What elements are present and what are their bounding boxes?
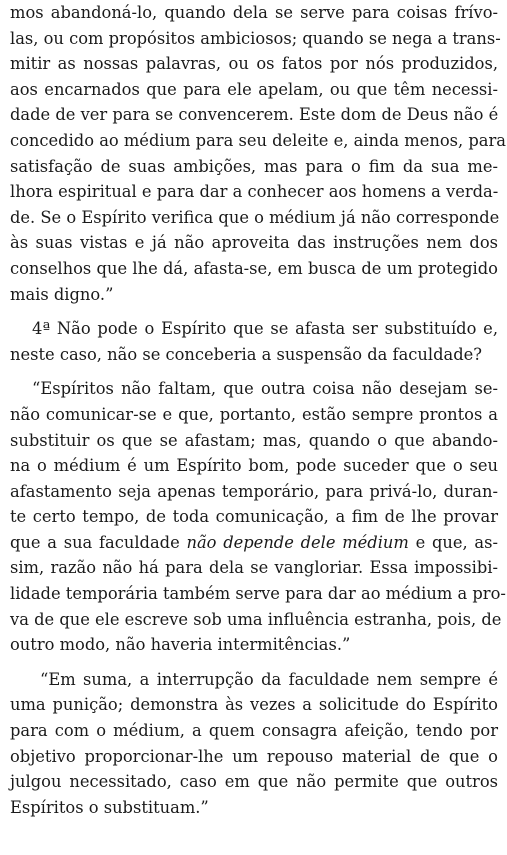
text-line: las, ou com propósitos ambiciosos; quando se nega a trans- (10, 28, 501, 48)
answer-paragraph (10, 376, 506, 658)
text-line: julgou necessitado, caso em que não permite que outros (10, 772, 498, 792)
text-line: uma punição; demonstra às vezes a solicitude do Espírito (10, 695, 498, 715)
text-line: dade de ver para se convencerem. Este dom de Deus não é (10, 105, 499, 125)
text-line: para com o médium, a quem consagra afeição, tendo por (10, 721, 498, 741)
text-line: te certo tempo, de toda comunicação, a fim de lhe provar (10, 507, 498, 527)
text-line: aos encarnados que para ele apelam, ou que têm necessi- (10, 79, 498, 99)
text-line: de. Se o Espírito verifica que o médium já não corresponde (10, 207, 500, 227)
text-line: neste caso, não se conceberia a suspensão da faculdade? (10, 344, 483, 364)
text-line: mais digno.” (10, 284, 114, 304)
text-line: lhora espiritual e para dar a conhecer aos homens a verda- (10, 182, 499, 202)
question-paragraph (10, 316, 498, 367)
text-line-with-emphasis (10, 530, 498, 556)
text-line: concedido ao médium para seu deleite e, ainda menos, para (10, 130, 506, 150)
text-line: “Espíritos não faltam, que outra coisa não desejam se- (32, 379, 498, 399)
text-line: objetivo proporcionar-lhe um repouso material de que o (10, 746, 498, 766)
text-line: lidade temporária também serve para dar ao médium a pro- (10, 584, 506, 604)
text-line: mitir as nossas palavras, ou os fatos por nós produzidos, (10, 54, 498, 74)
text-line: Espíritos o substituam.” (10, 797, 209, 817)
closing-paragraph (10, 667, 498, 821)
text-line: “Em suma, a interrupção da faculdade nem sempre é (40, 669, 498, 689)
text-line: às suas vistas e já não aproveita das instruções nem dos (10, 233, 498, 253)
text-line: outro modo, não haveria intermitências.” (10, 635, 351, 655)
text-fragment: que a sua faculdade (10, 532, 187, 552)
text-line: substituir os que se afastam; mas, quando o que abando- (10, 430, 498, 450)
emphasized-text: não depende dele médium (186, 532, 409, 552)
text-line: satisfação de suas ambições, mas para o fim da sua me- (10, 156, 498, 176)
text-line: 4ª Não pode o Espírito que se afasta ser substituído e, (32, 319, 498, 339)
book-page (10, 0, 506, 820)
paragraph-1 (10, 0, 506, 307)
text-line: afastamento seja apenas temporário, para privá-lo, duran- (10, 481, 498, 501)
text-line: não comunicar-se e que, portanto, estão sempre prontos a (10, 404, 498, 424)
text-line: va de que ele escreve sob uma influência estranha, pois, de (10, 609, 502, 629)
text-line: conselhos que lhe dá, afasta-se, em busca de um protegido (10, 258, 498, 278)
text-line: mos abandoná-lo, quando dela se serve para coisas frívo- (10, 3, 498, 22)
text-line: na o médium é um Espírito bom, pode suceder que o seu (10, 456, 498, 476)
text-line: sim, razão não há para dela se vangloriar. Essa impossibi- (10, 558, 498, 578)
text-fragment: e que, as- (408, 532, 498, 552)
